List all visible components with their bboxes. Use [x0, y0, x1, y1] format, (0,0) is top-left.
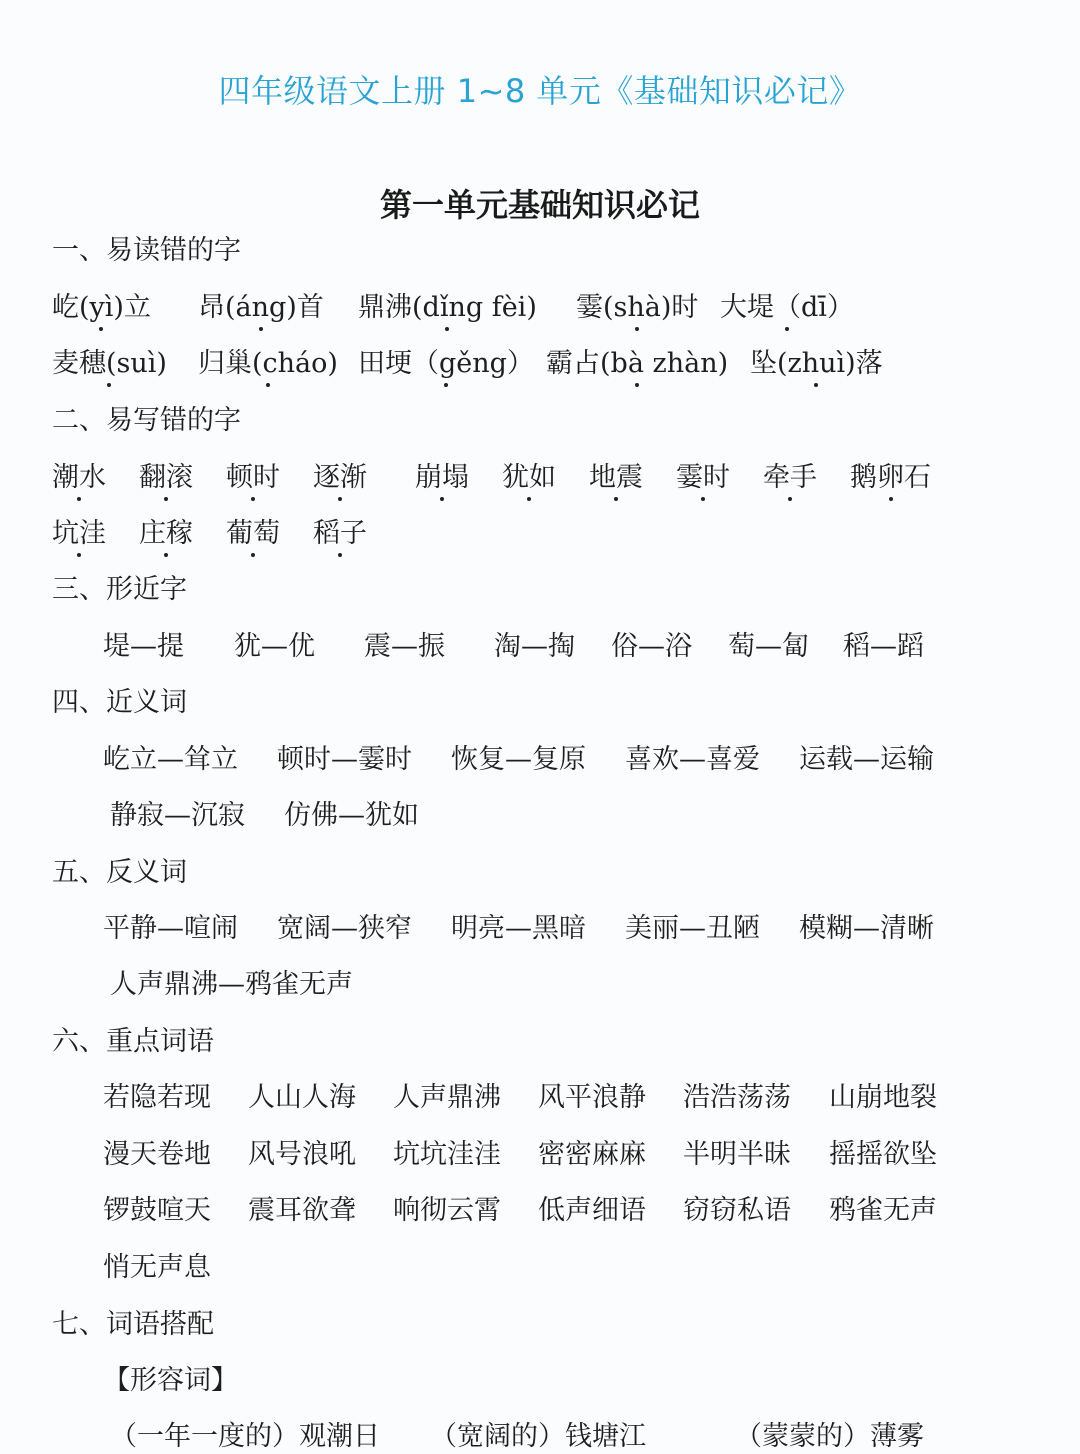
page-title: 四年级语文上册 1~8 单元《基础知识必记》	[218, 72, 862, 110]
word-item: 归巢(cháo)	[198, 341, 338, 380]
section-heading-2: 二、易写错的字	[52, 405, 241, 436]
word-item: 响彻云霄	[393, 1195, 501, 1226]
word-item: 鸦雀无声	[829, 1195, 937, 1226]
word-item: 翻滚	[139, 455, 193, 494]
word-item: 顿时—霎时	[277, 744, 412, 775]
section-heading-7: 七、词语搭配	[52, 1309, 214, 1340]
word-item: 俗—浴	[611, 631, 692, 662]
word-item: 震—振	[364, 631, 445, 662]
word-item: 霸占(bà zhàn)	[546, 341, 728, 380]
word-item: 顿时	[226, 455, 280, 494]
word-item: 稻子	[313, 511, 367, 550]
word-item: 麦穗(suì)	[52, 341, 167, 380]
word-item: 田埂（gěng）	[358, 341, 534, 380]
word-item: 人声鼎沸	[393, 1082, 501, 1113]
word-item: 葡萄	[226, 511, 280, 550]
word-item: 低声细语	[538, 1195, 646, 1226]
word-item: 坑坑洼洼	[393, 1139, 501, 1170]
word-item: 平静—喧闹	[103, 913, 238, 944]
word-item: 模糊—清晰	[799, 913, 934, 944]
word-item: 崩塌	[415, 455, 469, 494]
word-item: （蒙蒙的）薄雾	[735, 1421, 924, 1452]
word-item: 美丽—丑陋	[625, 913, 760, 944]
word-item: 密密麻麻	[538, 1139, 646, 1170]
word-item: 摇摇欲坠	[829, 1139, 937, 1170]
word-item: 地震	[589, 455, 643, 494]
word-item: 锣鼓喧天	[103, 1195, 211, 1226]
word-item: （一年一度的）观潮日	[110, 1421, 380, 1452]
word-item: 风号浪吼	[248, 1139, 356, 1170]
word-item: 霎时	[676, 455, 730, 494]
section-heading-4: 四、近义词	[52, 687, 187, 718]
word-item: 宽阔—狭窄	[277, 913, 412, 944]
word-item: （宽阔的）钱塘江	[430, 1421, 646, 1452]
collocation-subheading: 【形容词】	[103, 1365, 238, 1396]
word-item: 人山人海	[248, 1082, 356, 1113]
word-item: 屹(yì)立	[52, 285, 151, 324]
word-item: 大堤（dī）	[720, 285, 854, 324]
word-item: 震耳欲聋	[248, 1195, 356, 1226]
word-item: 犹—优	[234, 631, 315, 662]
word-item: 静寂—沉寂	[110, 800, 245, 831]
section-heading-5: 五、反义词	[52, 857, 187, 888]
word-item: 霎(shà)时	[576, 285, 698, 324]
word-item: 萄—匐	[728, 631, 809, 662]
word-item: 堤—提	[103, 631, 184, 662]
word-item: 坠(zhuì)落	[750, 341, 883, 380]
word-item: 坑洼	[52, 511, 106, 550]
word-item: 窃窃私语	[683, 1195, 791, 1226]
word-item: 山崩地裂	[829, 1082, 937, 1113]
word-item: 牵手	[763, 455, 817, 494]
word-item: 明亮—黑暗	[451, 913, 586, 944]
word-item: 半明半昧	[683, 1139, 791, 1170]
word-item: 浩浩荡荡	[683, 1082, 791, 1113]
word-item: 漫天卷地	[103, 1139, 211, 1170]
word-item: 屹立—耸立	[103, 744, 238, 775]
unit-title: 第一单元基础知识必记	[379, 186, 700, 224]
word-item: 鹅卵石	[850, 455, 931, 494]
word-item: 悄无声息	[103, 1252, 211, 1283]
word-item: 稻—蹈	[843, 631, 924, 662]
section-heading-1: 一、易读错的字	[52, 235, 241, 266]
word-item: 犹如	[502, 455, 556, 494]
word-item: 喜欢—喜爱	[625, 744, 760, 775]
word-item: 潮水	[52, 455, 106, 494]
section-heading-3: 三、形近字	[52, 574, 187, 605]
word-item: 昂(áng)首	[198, 285, 324, 324]
word-item: 庄稼	[139, 511, 193, 550]
word-item: 鼎沸(dǐng fèi)	[358, 285, 537, 324]
word-item: 逐渐	[313, 455, 367, 494]
word-item: 仿佛—犹如	[284, 800, 419, 831]
word-item: 风平浪静	[538, 1082, 646, 1113]
word-item: 运载—运输	[799, 744, 934, 775]
word-item: 恢复—复原	[451, 744, 586, 775]
word-item: 若隐若现	[103, 1082, 211, 1113]
section-heading-6: 六、重点词语	[52, 1026, 214, 1057]
word-item: 人声鼎沸—鸦雀无声	[110, 969, 353, 1000]
word-item: 淘—掏	[494, 631, 575, 662]
